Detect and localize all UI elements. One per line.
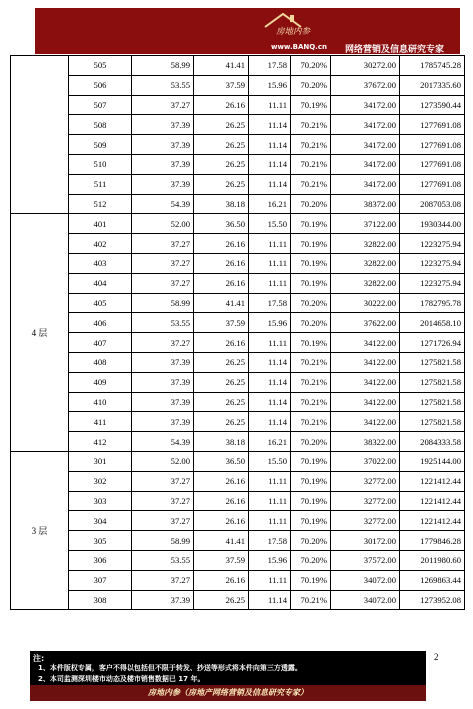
table-row <box>11 56 465 76</box>
table-row <box>11 491 465 511</box>
unit-price-cell: 37022.00 <box>331 451 400 471</box>
total-price-cell: 1275821.58 <box>400 392 465 412</box>
usable-area-cell: 26.16 <box>194 95 249 115</box>
usable-area-cell: 26.16 <box>194 253 249 273</box>
building-area-cell: 58.99 <box>132 531 194 551</box>
room-number-cell: 308 <box>69 590 132 610</box>
unit-price-cell: 34122.00 <box>331 412 400 432</box>
shared-area-cell: 11.14 <box>249 590 291 610</box>
table-row <box>11 75 465 95</box>
efficiency-ratio-cell: 70.21% <box>291 174 331 194</box>
room-number-cell: 409 <box>69 372 132 392</box>
building-area-cell: 37.39 <box>132 115 194 135</box>
efficiency-ratio-cell: 70.20% <box>291 432 331 452</box>
usable-area-cell: 26.16 <box>194 273 249 293</box>
table-row <box>11 392 465 412</box>
shared-area-cell: 15.50 <box>249 451 291 471</box>
shared-area-cell: 11.14 <box>249 372 291 392</box>
logo-text: 房地内参 <box>276 27 311 37</box>
unit-price-cell: 34122.00 <box>331 372 400 392</box>
building-area-cell: 37.39 <box>132 372 194 392</box>
total-price-cell: 1930344.00 <box>400 214 465 234</box>
shared-area-cell: 11.14 <box>249 154 291 174</box>
total-price-cell: 1223275.94 <box>400 273 465 293</box>
room-number-cell: 306 <box>69 550 132 570</box>
usable-area-cell: 26.16 <box>194 570 249 590</box>
usable-area-cell: 26.16 <box>194 234 249 254</box>
unit-price-cell: 32822.00 <box>331 273 400 293</box>
usable-area-cell: 26.16 <box>194 511 249 531</box>
efficiency-ratio-cell: 70.21% <box>291 392 331 412</box>
shared-area-cell: 11.11 <box>249 95 291 115</box>
building-area-cell: 37.27 <box>132 570 194 590</box>
building-area-cell: 37.39 <box>132 154 194 174</box>
building-area-cell: 37.39 <box>132 412 194 432</box>
usable-area-cell: 26.25 <box>194 372 249 392</box>
usable-area-cell: 26.25 <box>194 174 249 194</box>
usable-area-cell: 26.25 <box>194 115 249 135</box>
efficiency-ratio-cell: 70.20% <box>291 531 331 551</box>
note-line-1: 1、本件版权专属，客户不得以包括但不限于转发、抄送等形式将本件向第三方透露。 <box>38 664 302 672</box>
shared-area-cell: 17.58 <box>249 531 291 551</box>
building-area-cell: 37.27 <box>132 273 194 293</box>
usable-area-cell: 36.50 <box>194 214 249 234</box>
room-number-cell: 302 <box>69 471 132 491</box>
usable-area-cell: 38.18 <box>194 432 249 452</box>
shared-area-cell: 15.50 <box>249 214 291 234</box>
usable-area-cell: 37.59 <box>194 313 249 333</box>
total-price-cell: 1277691.08 <box>400 115 465 135</box>
shared-area-cell: 11.14 <box>249 115 291 135</box>
shared-area-cell: 16.21 <box>249 194 291 214</box>
usable-area-cell: 41.41 <box>194 293 249 313</box>
table-row <box>11 352 465 372</box>
efficiency-ratio-cell: 70.19% <box>291 214 331 234</box>
efficiency-ratio-cell: 70.19% <box>291 471 331 491</box>
usable-area-cell: 41.41 <box>194 56 249 76</box>
room-number-cell: 507 <box>69 95 132 115</box>
unit-price-cell: 32772.00 <box>331 471 400 491</box>
building-area-cell: 37.27 <box>132 234 194 254</box>
building-area-cell: 37.39 <box>132 135 194 155</box>
total-price-cell: 1275821.58 <box>400 412 465 432</box>
shared-area-cell: 11.11 <box>249 273 291 293</box>
shared-area-cell: 11.11 <box>249 491 291 511</box>
room-number-cell: 305 <box>69 531 132 551</box>
room-number-cell: 401 <box>69 214 132 234</box>
room-number-cell: 506 <box>69 75 132 95</box>
efficiency-ratio-cell: 70.21% <box>291 372 331 392</box>
usable-area-cell: 26.25 <box>194 352 249 372</box>
table-row <box>11 412 465 432</box>
table-row <box>11 95 465 115</box>
room-number-cell: 412 <box>69 432 132 452</box>
shared-area-cell: 11.14 <box>249 174 291 194</box>
room-number-cell: 404 <box>69 273 132 293</box>
efficiency-ratio-cell: 70.19% <box>291 95 331 115</box>
floor-label <box>11 56 69 214</box>
total-price-cell: 1273952.08 <box>400 590 465 610</box>
floor-label: 4 层 <box>11 214 69 452</box>
efficiency-ratio-cell: 70.20% <box>291 550 331 570</box>
unit-price-cell: 34172.00 <box>331 154 400 174</box>
total-price-cell: 1271726.94 <box>400 333 465 353</box>
table-row <box>11 531 465 551</box>
table-row <box>11 432 465 452</box>
efficiency-ratio-cell: 70.20% <box>291 75 331 95</box>
table-row <box>11 570 465 590</box>
efficiency-ratio-cell: 70.19% <box>291 451 331 471</box>
total-price-cell: 1273590.44 <box>400 95 465 115</box>
unit-price-cell: 32772.00 <box>331 511 400 531</box>
table-row <box>11 253 465 273</box>
shared-area-cell: 15.96 <box>249 550 291 570</box>
total-price-cell: 2014658.10 <box>400 313 465 333</box>
unit-price-cell: 37672.00 <box>331 75 400 95</box>
note-line-2: 2、本司监测深圳楼市动态及楼市销售数据已 17 年。 <box>38 675 205 683</box>
usable-area-cell: 37.59 <box>194 550 249 570</box>
efficiency-ratio-cell: 70.19% <box>291 511 331 531</box>
shared-area-cell: 15.96 <box>249 75 291 95</box>
table-row <box>11 293 465 313</box>
building-area-cell: 37.27 <box>132 253 194 273</box>
unit-price-cell: 34072.00 <box>331 570 400 590</box>
room-number-cell: 411 <box>69 412 132 432</box>
efficiency-ratio-cell: 70.20% <box>291 313 331 333</box>
shared-area-cell: 11.11 <box>249 253 291 273</box>
table-row <box>11 451 465 471</box>
page-number: 2 <box>434 652 439 662</box>
usable-area-cell: 37.59 <box>194 75 249 95</box>
usable-area-cell: 26.16 <box>194 471 249 491</box>
table-row <box>11 273 465 293</box>
unit-price-cell: 34122.00 <box>331 392 400 412</box>
building-area-cell: 37.39 <box>132 590 194 610</box>
total-price-cell: 1275821.58 <box>400 372 465 392</box>
efficiency-ratio-cell: 70.21% <box>291 352 331 372</box>
unit-price-cell: 34072.00 <box>331 590 400 610</box>
room-number-cell: 512 <box>69 194 132 214</box>
table-row <box>11 154 465 174</box>
room-number-cell: 509 <box>69 135 132 155</box>
building-area-cell: 58.99 <box>132 293 194 313</box>
table-row <box>11 372 465 392</box>
unit-price-cell: 30172.00 <box>331 531 400 551</box>
total-price-cell: 1221412.44 <box>400 511 465 531</box>
shared-area-cell: 11.14 <box>249 352 291 372</box>
building-area-cell: 37.27 <box>132 491 194 511</box>
unit-price-cell: 38372.00 <box>331 194 400 214</box>
building-area-cell: 52.00 <box>132 451 194 471</box>
building-area-cell: 37.27 <box>132 471 194 491</box>
usable-area-cell: 26.25 <box>194 154 249 174</box>
total-price-cell: 1221412.44 <box>400 491 465 511</box>
efficiency-ratio-cell: 70.19% <box>291 273 331 293</box>
unit-price-cell: 34172.00 <box>331 174 400 194</box>
room-number-cell: 301 <box>69 451 132 471</box>
room-number-cell: 408 <box>69 352 132 372</box>
table-row <box>11 590 465 610</box>
shared-area-cell: 11.11 <box>249 234 291 254</box>
total-price-cell: 2084333.58 <box>400 432 465 452</box>
table-row <box>11 313 465 333</box>
notes-box <box>30 651 426 685</box>
efficiency-ratio-cell: 70.19% <box>291 333 331 353</box>
room-number-cell: 511 <box>69 174 132 194</box>
efficiency-ratio-cell: 70.20% <box>291 194 331 214</box>
usable-area-cell: 38.18 <box>194 194 249 214</box>
room-number-cell: 402 <box>69 234 132 254</box>
usable-area-cell: 36.50 <box>194 451 249 471</box>
table-row <box>11 214 465 234</box>
notes-heading: 注: <box>33 654 45 663</box>
total-price-cell: 1275821.58 <box>400 352 465 372</box>
efficiency-ratio-cell: 70.19% <box>291 253 331 273</box>
unit-price-cell: 32772.00 <box>331 491 400 511</box>
building-area-cell: 37.27 <box>132 333 194 353</box>
unit-price-cell: 34172.00 <box>331 135 400 155</box>
room-number-cell: 407 <box>69 333 132 353</box>
shared-area-cell: 17.58 <box>249 293 291 313</box>
building-area-cell: 54.39 <box>132 194 194 214</box>
total-price-cell: 1277691.08 <box>400 174 465 194</box>
shared-area-cell: 11.14 <box>249 135 291 155</box>
unit-price-cell: 34122.00 <box>331 352 400 372</box>
total-price-cell: 1223275.94 <box>400 253 465 273</box>
efficiency-ratio-cell: 70.21% <box>291 115 331 135</box>
total-price-cell: 1925144.00 <box>400 451 465 471</box>
unit-price-cell: 37572.00 <box>331 550 400 570</box>
total-price-cell: 2011980.60 <box>400 550 465 570</box>
table-row <box>11 333 465 353</box>
room-number-cell: 508 <box>69 115 132 135</box>
total-price-cell: 1269863.44 <box>400 570 465 590</box>
efficiency-ratio-cell: 70.20% <box>291 56 331 76</box>
usable-area-cell: 26.25 <box>194 412 249 432</box>
room-number-cell: 510 <box>69 154 132 174</box>
building-area-cell: 53.55 <box>132 75 194 95</box>
unit-price-cell: 34122.00 <box>331 333 400 353</box>
room-number-cell: 303 <box>69 491 132 511</box>
total-price-cell: 1277691.08 <box>400 154 465 174</box>
shared-area-cell: 11.14 <box>249 392 291 412</box>
sales-price-table <box>10 55 465 610</box>
efficiency-ratio-cell: 70.20% <box>291 293 331 313</box>
table-row <box>11 471 465 491</box>
usable-area-cell: 41.41 <box>194 531 249 551</box>
building-area-cell: 53.55 <box>132 550 194 570</box>
footer-text: 房地内参（房地产网络营销及信息研究专家） <box>148 687 308 697</box>
total-price-cell: 1782795.78 <box>400 293 465 313</box>
usable-area-cell: 26.16 <box>194 491 249 511</box>
room-number-cell: 405 <box>69 293 132 313</box>
room-number-cell: 307 <box>69 570 132 590</box>
footer-bar <box>30 685 426 701</box>
shared-area-cell: 11.11 <box>249 333 291 353</box>
table-row <box>11 550 465 570</box>
table-row <box>11 135 465 155</box>
logo-url: www.BANQ.cn <box>271 43 327 51</box>
building-area-cell: 37.27 <box>132 95 194 115</box>
unit-price-cell: 37622.00 <box>331 313 400 333</box>
building-area-cell: 53.55 <box>132 313 194 333</box>
shared-area-cell: 16.21 <box>249 432 291 452</box>
header-title: 网络营销及信息研究专家 <box>345 45 445 55</box>
efficiency-ratio-cell: 70.21% <box>291 154 331 174</box>
table-row <box>11 174 465 194</box>
total-price-cell: 1277691.08 <box>400 135 465 155</box>
unit-price-cell: 30272.00 <box>331 56 400 76</box>
table-row <box>11 115 465 135</box>
header-banner <box>35 8 460 54</box>
efficiency-ratio-cell: 70.21% <box>291 412 331 432</box>
room-number-cell: 403 <box>69 253 132 273</box>
building-area-cell: 37.39 <box>132 392 194 412</box>
shared-area-cell: 17.58 <box>249 56 291 76</box>
unit-price-cell: 38322.00 <box>331 432 400 452</box>
usable-area-cell: 26.25 <box>194 392 249 412</box>
building-area-cell: 37.27 <box>132 511 194 531</box>
table-row <box>11 194 465 214</box>
total-price-cell: 1785745.28 <box>400 56 465 76</box>
building-area-cell: 37.39 <box>132 352 194 372</box>
usable-area-cell: 26.25 <box>194 590 249 610</box>
shared-area-cell: 11.11 <box>249 511 291 531</box>
building-area-cell: 52.00 <box>132 214 194 234</box>
total-price-cell: 1779846.28 <box>400 531 465 551</box>
unit-price-cell: 32822.00 <box>331 234 400 254</box>
table-row <box>11 511 465 531</box>
total-price-cell: 2017335.60 <box>400 75 465 95</box>
efficiency-ratio-cell: 70.21% <box>291 135 331 155</box>
room-number-cell: 406 <box>69 313 132 333</box>
building-area-cell: 54.39 <box>132 432 194 452</box>
shared-area-cell: 15.96 <box>249 313 291 333</box>
total-price-cell: 2087053.08 <box>400 194 465 214</box>
room-number-cell: 304 <box>69 511 132 531</box>
shared-area-cell: 11.14 <box>249 412 291 432</box>
floor-label: 3 层 <box>11 451 69 609</box>
building-area-cell: 58.99 <box>132 56 194 76</box>
efficiency-ratio-cell: 70.19% <box>291 234 331 254</box>
unit-price-cell: 32822.00 <box>331 253 400 273</box>
unit-price-cell: 37122.00 <box>331 214 400 234</box>
unit-price-cell: 30222.00 <box>331 293 400 313</box>
unit-price-cell: 34172.00 <box>331 115 400 135</box>
total-price-cell: 1221412.44 <box>400 471 465 491</box>
efficiency-ratio-cell: 70.21% <box>291 590 331 610</box>
room-number-cell: 505 <box>69 56 132 76</box>
efficiency-ratio-cell: 70.19% <box>291 491 331 511</box>
unit-price-cell: 34172.00 <box>331 95 400 115</box>
efficiency-ratio-cell: 70.19% <box>291 570 331 590</box>
shared-area-cell: 11.11 <box>249 570 291 590</box>
building-area-cell: 37.39 <box>132 174 194 194</box>
room-number-cell: 410 <box>69 392 132 412</box>
total-price-cell: 1223275.94 <box>400 234 465 254</box>
table-row <box>11 234 465 254</box>
usable-area-cell: 26.16 <box>194 333 249 353</box>
shared-area-cell: 11.11 <box>249 471 291 491</box>
usable-area-cell: 26.25 <box>194 135 249 155</box>
